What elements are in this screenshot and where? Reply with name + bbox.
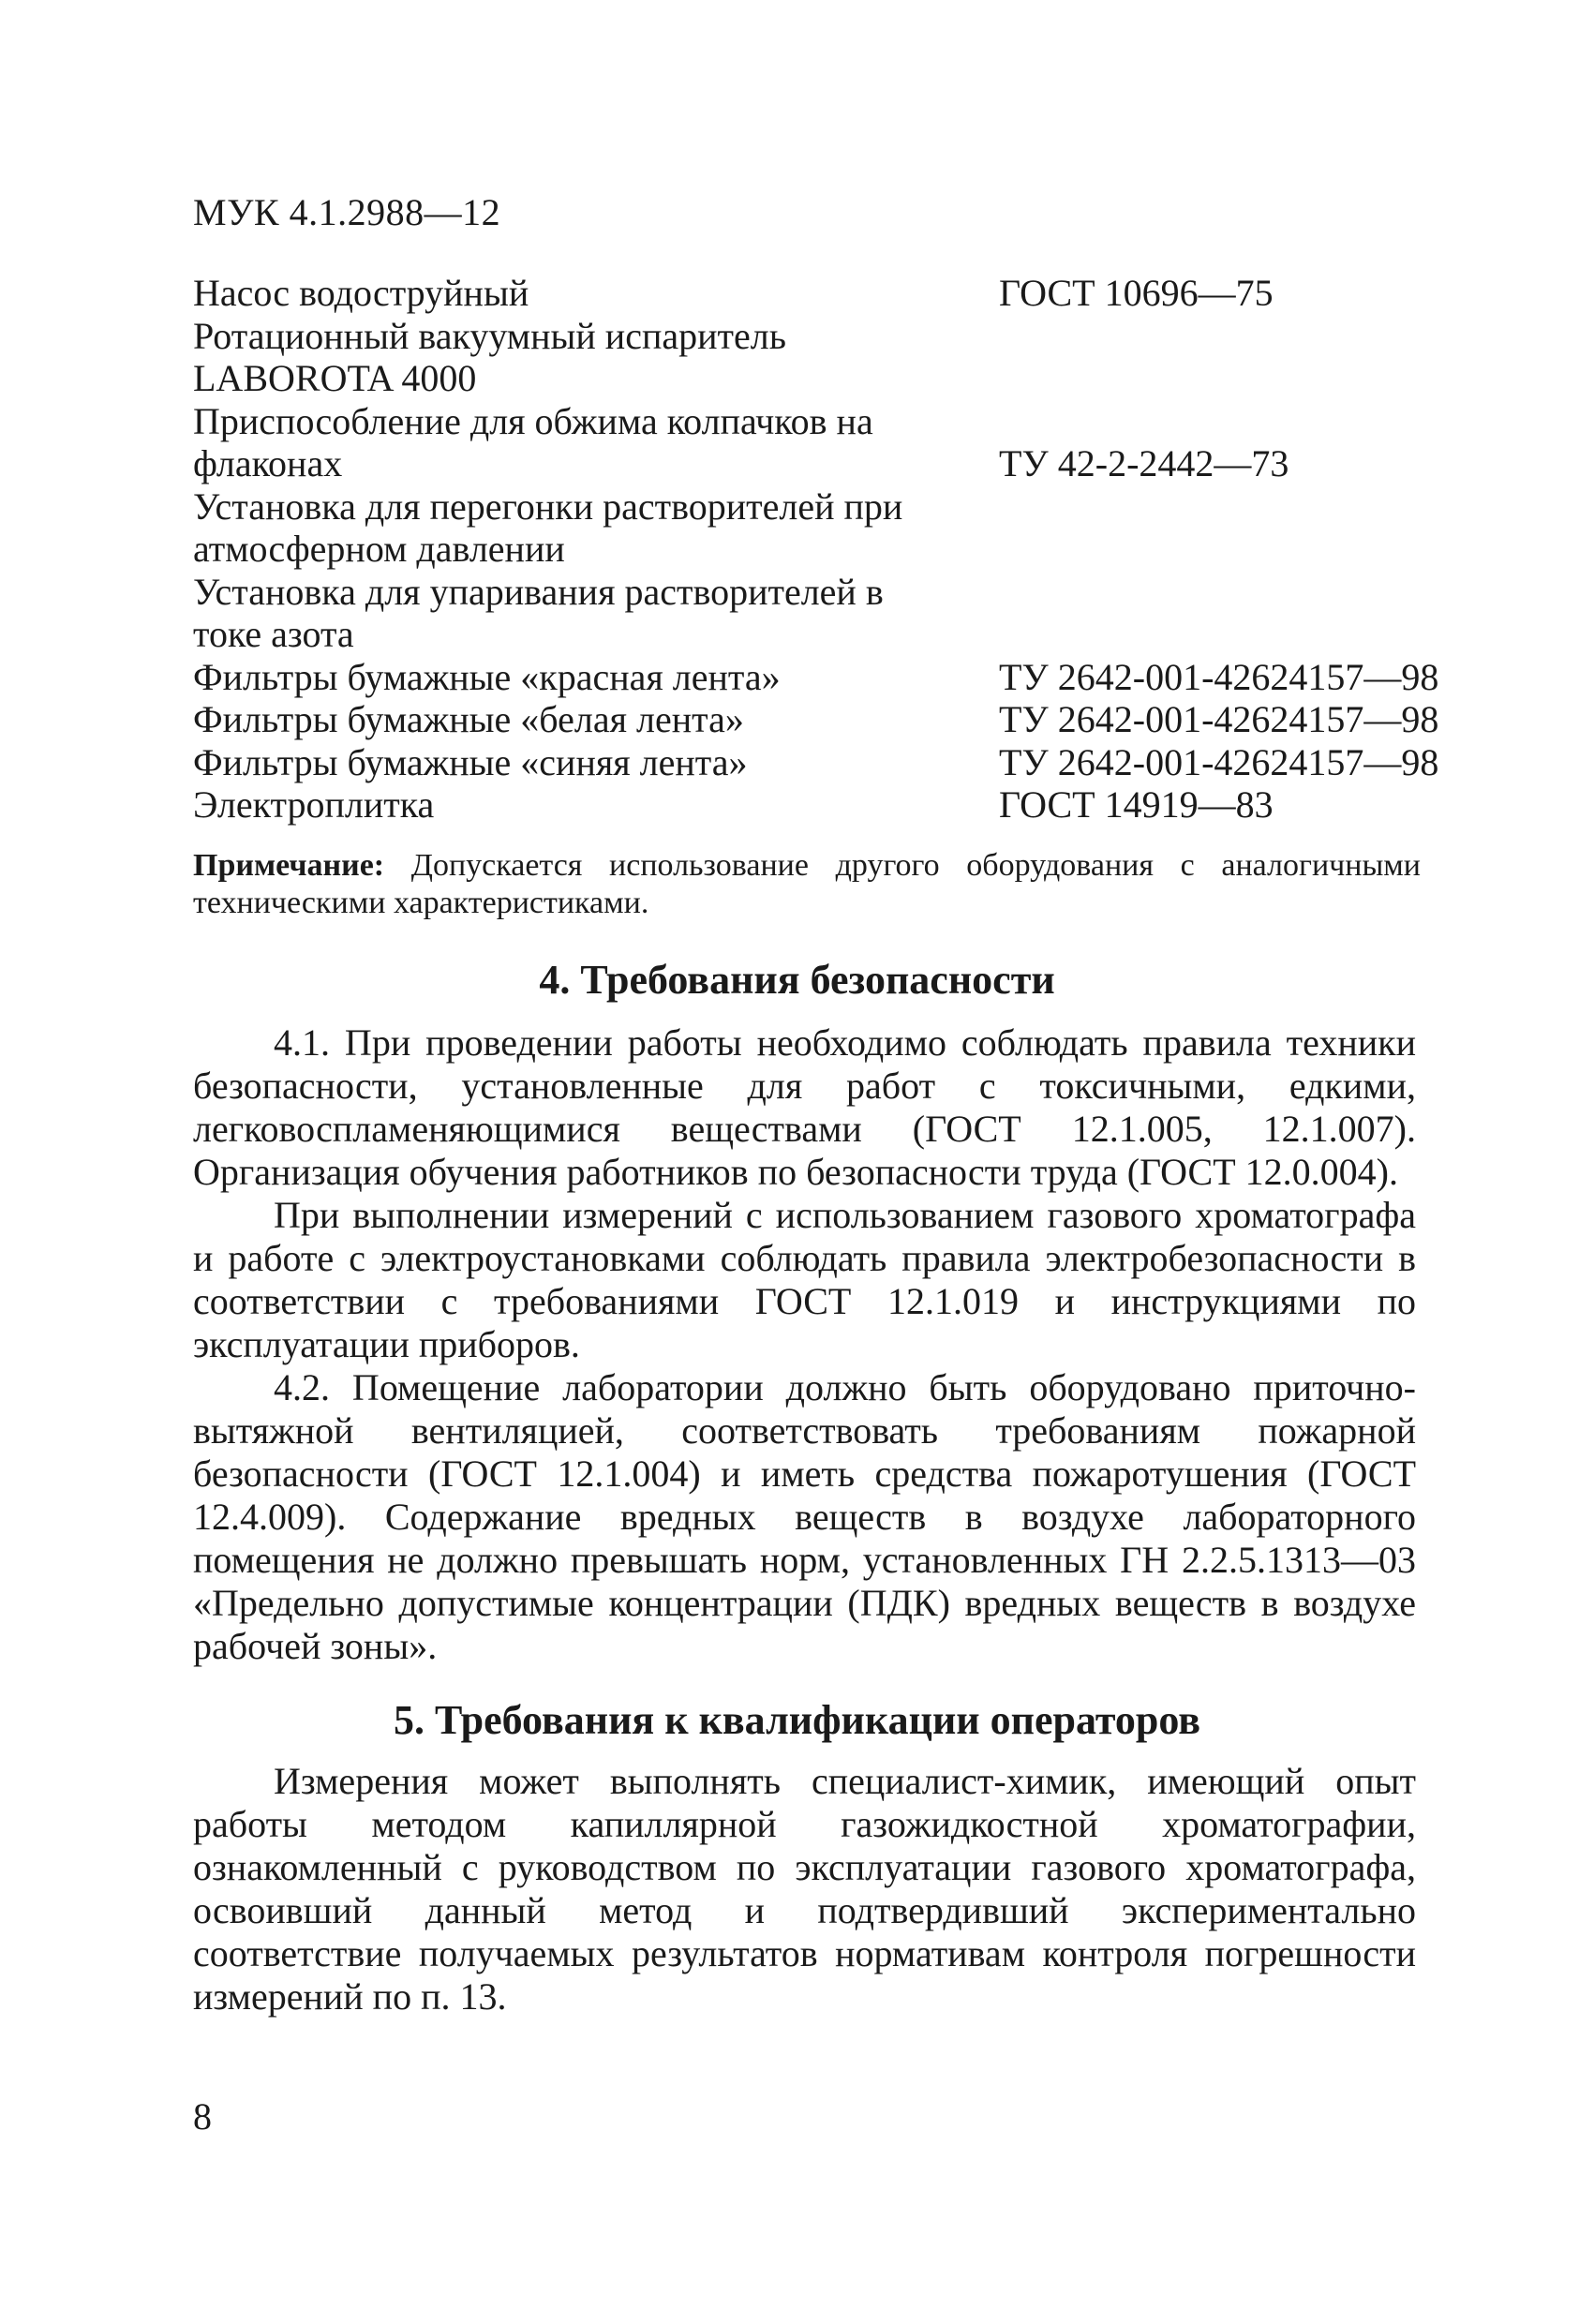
equipment-name-line: токе азота [193, 613, 354, 655]
section-5-body [193, 1760, 1416, 2019]
equipment-name [193, 783, 999, 827]
equipment-row [193, 315, 1439, 400]
equipment-name-line: Установка для перегонки растворителей при [193, 484, 903, 528]
equipment-standard-code: ТУ 42-2-2442—73 [999, 442, 1289, 484]
equipment-note [193, 847, 1421, 922]
equipment-row [193, 741, 1439, 784]
equipment-name-line: LABOROTA 4000 [193, 357, 477, 399]
section-5-title: 5. Требования к квалификации операторов [393, 1697, 1201, 1743]
equipment-standard [999, 783, 1439, 827]
equipment-name-line: Насос водоструйный [193, 272, 529, 314]
equipment-standard-code: ГОСТ 10696—75 [999, 272, 1274, 314]
equipment-standard [999, 315, 1439, 400]
equipment-name-line: Электроплитка [193, 783, 435, 826]
equipment-standard-code: ТУ 2642-001-42624157—98 [999, 655, 1439, 698]
equipment-standard [999, 656, 1439, 699]
equipment-name-line: Фильтры бумажные «синяя лента» [193, 740, 748, 783]
equipment-name [193, 656, 999, 699]
note-text: Допускается использование другого оборудования с аналогичными техническими характеристиками. [193, 848, 1421, 920]
page-number: 8 [193, 2095, 212, 2138]
equipment-name-line: Приспособление для обжима колпачков на [193, 399, 873, 442]
equipment-standard [999, 485, 1439, 571]
equipment-standard [999, 698, 1439, 741]
equipment-standard-code: ТУ 2642-001-42624157—98 [999, 698, 1439, 740]
equipment-list [193, 272, 1439, 827]
equipment-name-line: Фильтры бумажные «красная лента» [193, 655, 781, 698]
equipment-name [193, 272, 999, 315]
equipment-name-line: Установка для упаривания растворителей в [193, 570, 884, 613]
equipment-name-line: флаконах [193, 442, 343, 484]
equipment-name [193, 400, 999, 485]
section-4-title: 4. Требования безопасности [539, 957, 1055, 1003]
equipment-row [193, 698, 1439, 741]
equipment-row [193, 272, 1439, 315]
equipment-name-line: Фильтры бумажные «белая лента» [193, 698, 744, 740]
paragraph: При выполнении измерений с использованием газового хроматографа и работе с электроустановками соблюдать правила электробезопасности в соответствии с требованиями ГОСТ 12.1.019 и инструкциями по эксплуатации приборов. [193, 1194, 1416, 1365]
equipment-row [193, 656, 1439, 699]
equipment-name [193, 315, 999, 400]
note-label: Примечание: [193, 848, 385, 883]
equipment-row [193, 485, 1439, 571]
paragraph: 4.1. При проведении работы необходимо соблюдать правила техники безопасности, установленные для работ с токсичными, едкими, легковоспламеняющимися веществами (ГОСТ 12.1.005, 12.1.007). Организация обучения работников по безопасности труда (ГОСТ 12.0.004). [193, 1021, 1416, 1193]
equipment-name [193, 485, 999, 571]
equipment-standard-code: ГОСТ 14919—83 [999, 783, 1274, 826]
equipment-standard-code: ТУ 2642-001-42624157—98 [999, 740, 1439, 783]
equipment-standard [999, 741, 1439, 784]
document-code-header: МУК 4.1.2988—12 [193, 191, 501, 233]
section-4-body [193, 1021, 1416, 1668]
equipment-name [193, 741, 999, 784]
equipment-standard [999, 400, 1439, 485]
equipment-name [193, 571, 999, 656]
paragraph: Измерения может выполнять специалист-химик, имеющий опыт работы методом капиллярной газожидкостной хроматографии, ознакомленный с руководством по эксплуатации газового хроматографа, освоивший данный метод и подтвердивший экспериментально соответствие получаемых результатов нормативам контроля погрешности измерений по п. 13. [193, 1760, 1416, 2018]
paragraph: 4.2. Помещение лаборатории должно быть оборудовано приточно-вытяжной вентиляцией, соответствовать требованиям пожарной безопасности (ГОСТ 12.1.004) и иметь средства пожаротушения (ГОСТ 12.4.009). Содержание вредных веществ в воздухе лабораторного помещения не должно превышать норм, установленных ГН 2.2.5.1313—03 «Предельно допустимые концентрации (ПДК) вредных веществ в воздухе рабочей зоны». [193, 1366, 1416, 1667]
equipment-standard [999, 272, 1439, 315]
equipment-name-line: Ротационный вакуумный испаритель [193, 314, 786, 357]
equipment-standard [999, 571, 1439, 656]
equipment-row [193, 783, 1439, 827]
equipment-row [193, 571, 1439, 656]
equipment-name-line: атмосферном давлении [193, 528, 565, 570]
equipment-name [193, 698, 999, 741]
equipment-row [193, 400, 1439, 485]
